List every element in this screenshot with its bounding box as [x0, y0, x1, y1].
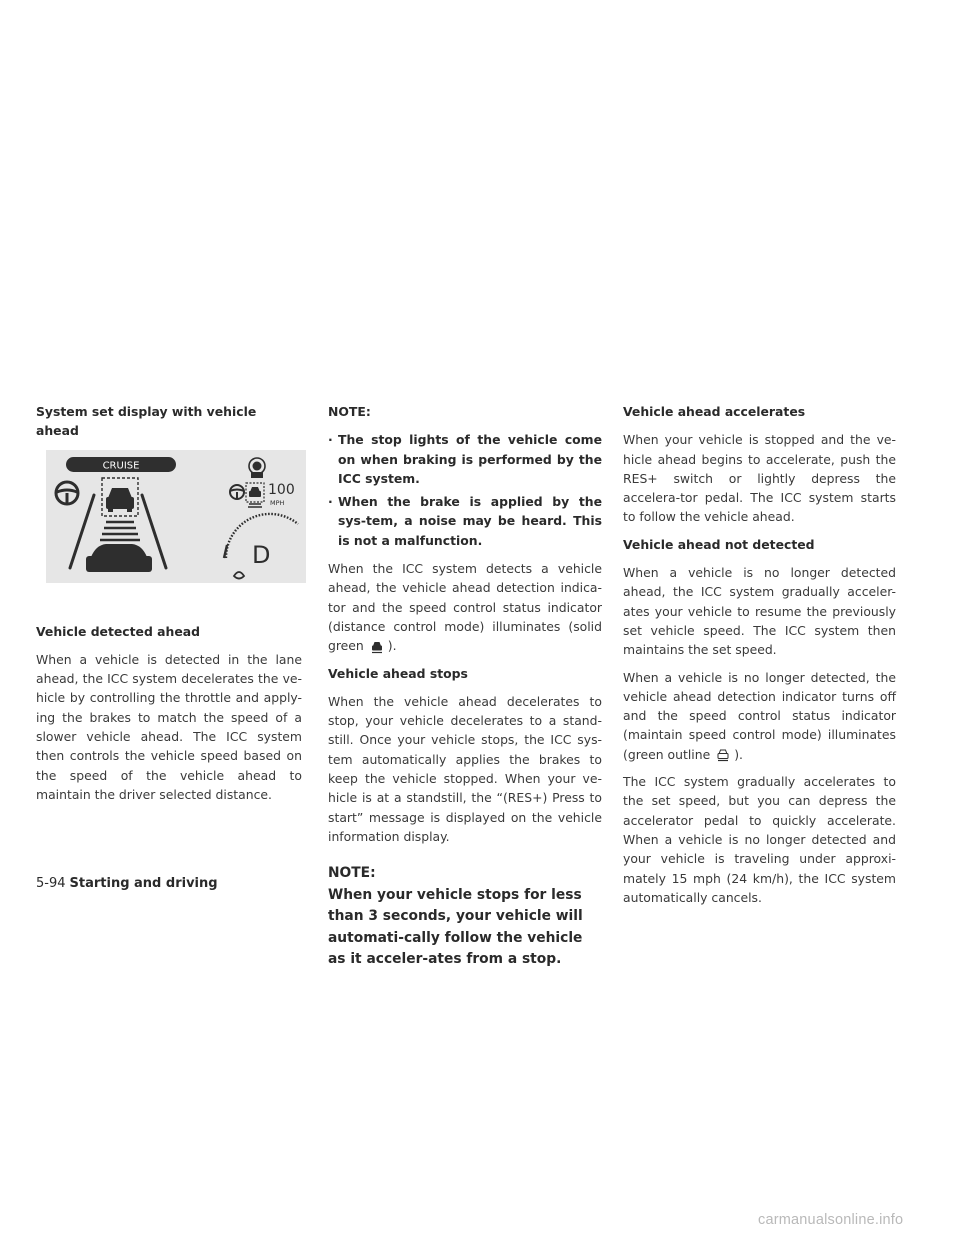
- eco-icon: [234, 572, 244, 579]
- speed-status-car-icon: [249, 487, 261, 497]
- heading-vehicle-ahead-accelerates: Vehicle ahead accelerates: [623, 404, 806, 419]
- green-outline-vehicle-icon: [716, 748, 730, 762]
- distance-bars: [100, 522, 140, 540]
- note-heading-2: NOTE:: [328, 865, 376, 882]
- watermark: carmanualsonline.info: [758, 1212, 904, 1228]
- icc-display-figure: [46, 450, 306, 583]
- column-3: [623, 402, 896, 915]
- note-bullet-1: · The stop lights of the vehicle come on when braking is performed by the ICC system.: [328, 432, 602, 486]
- note-heading-1: NOTE:: [328, 404, 371, 419]
- column-1: [36, 402, 302, 812]
- heading-system-set-display: System set display with vehicle ahead: [36, 404, 257, 439]
- note-text-2: When your vehicle stops for less than 3 seconds, your vehicle will automati-cally follow the vehicle as it acceler-ates from a stop.: [328, 886, 583, 968]
- solid-green-vehicle-icon: [370, 640, 384, 654]
- heading-vehicle-ahead-not-detected: Vehicle ahead not detected: [623, 536, 815, 552]
- para-not-detected-2: When a vehicle is no longer detected, the vehicle ahead detection indicator turns off and the speed control status indicator (maintain speed control mode) illuminates (green outline ).: [623, 669, 896, 762]
- own-vehicle-icon: [86, 544, 152, 572]
- para-vehicle-detected-ahead: When a vehicle is detected in the lane ahead, the ICC system decelerates the ve-hicle by controlling the throttle and apply-ing the brakes to match the speed of a slower vehicle ahead. The ICC system then controls the vehicle speed based on the speed of the vehicle ahead to maintain the driver selected distance.: [36, 651, 302, 802]
- vehicle-detection-indicator-icon: [249, 458, 265, 478]
- set-speed-value: 100: [268, 481, 295, 498]
- speed-unit: MPH: [270, 498, 285, 507]
- gear-indicator: D: [252, 540, 271, 569]
- para-detection-indicator: When the ICC system detects a vehicle ahead, the vehicle ahead detection indica-tor and the speed control status indicator (distance control mode) illuminates (solid green ).: [328, 561, 602, 654]
- para-not-detected-3: The ICC system gradually accelerates to the set speed, but you can depress the accelerator pedal to quickly accelerate. When a vehicle is no longer detected and your vehicle is traveling under approxi-mately 15 mph (24 km/h), the ICC system automatically cancels.: [623, 774, 896, 905]
- speed-control-steering-icon: [230, 485, 244, 499]
- note-bullet-2: · When the brake is applied by the sys-tem, a noise may be heard. This is not a malfunction.: [328, 494, 602, 548]
- para-vehicle-ahead-accelerates: When your vehicle is stopped and the ve-hicle ahead begins to accelerate, push the RES+ switch or lightly depress the accelera-tor pedal. The ICC system starts to follow the vehicle ahead.: [623, 432, 896, 525]
- column-2: [328, 402, 602, 971]
- page-footer: [36, 876, 218, 891]
- heading-vehicle-detected-ahead: Vehicle detected ahead: [36, 623, 200, 639]
- page-number: 5-94: [36, 876, 66, 891]
- heading-vehicle-ahead-stops: Vehicle ahead stops: [328, 665, 468, 681]
- cruise-label: CRUISE: [102, 460, 140, 472]
- para-not-detected-1: When a vehicle is no longer detected ahead, the ICC system gradually acceler-ates your vehicle to resume the previously set vehicle speed. The ICC system then maintains the set speed.: [623, 565, 896, 658]
- steering-wheel-icon: [56, 482, 78, 504]
- para-vehicle-ahead-stops: When the vehicle ahead decelerates to stop, your vehicle decelerates to a stand-still. Once your vehicle stops, the ICC sys-tem automatically applies the brakes to keep the vehicle stopped. When your ve-hicle is at a standstill, the “(RES+) Press to start” message is displayed on the vehicle information display.: [328, 693, 602, 844]
- vehicle-ahead-icon: [106, 488, 134, 512]
- section-title: Starting and driving: [69, 876, 218, 891]
